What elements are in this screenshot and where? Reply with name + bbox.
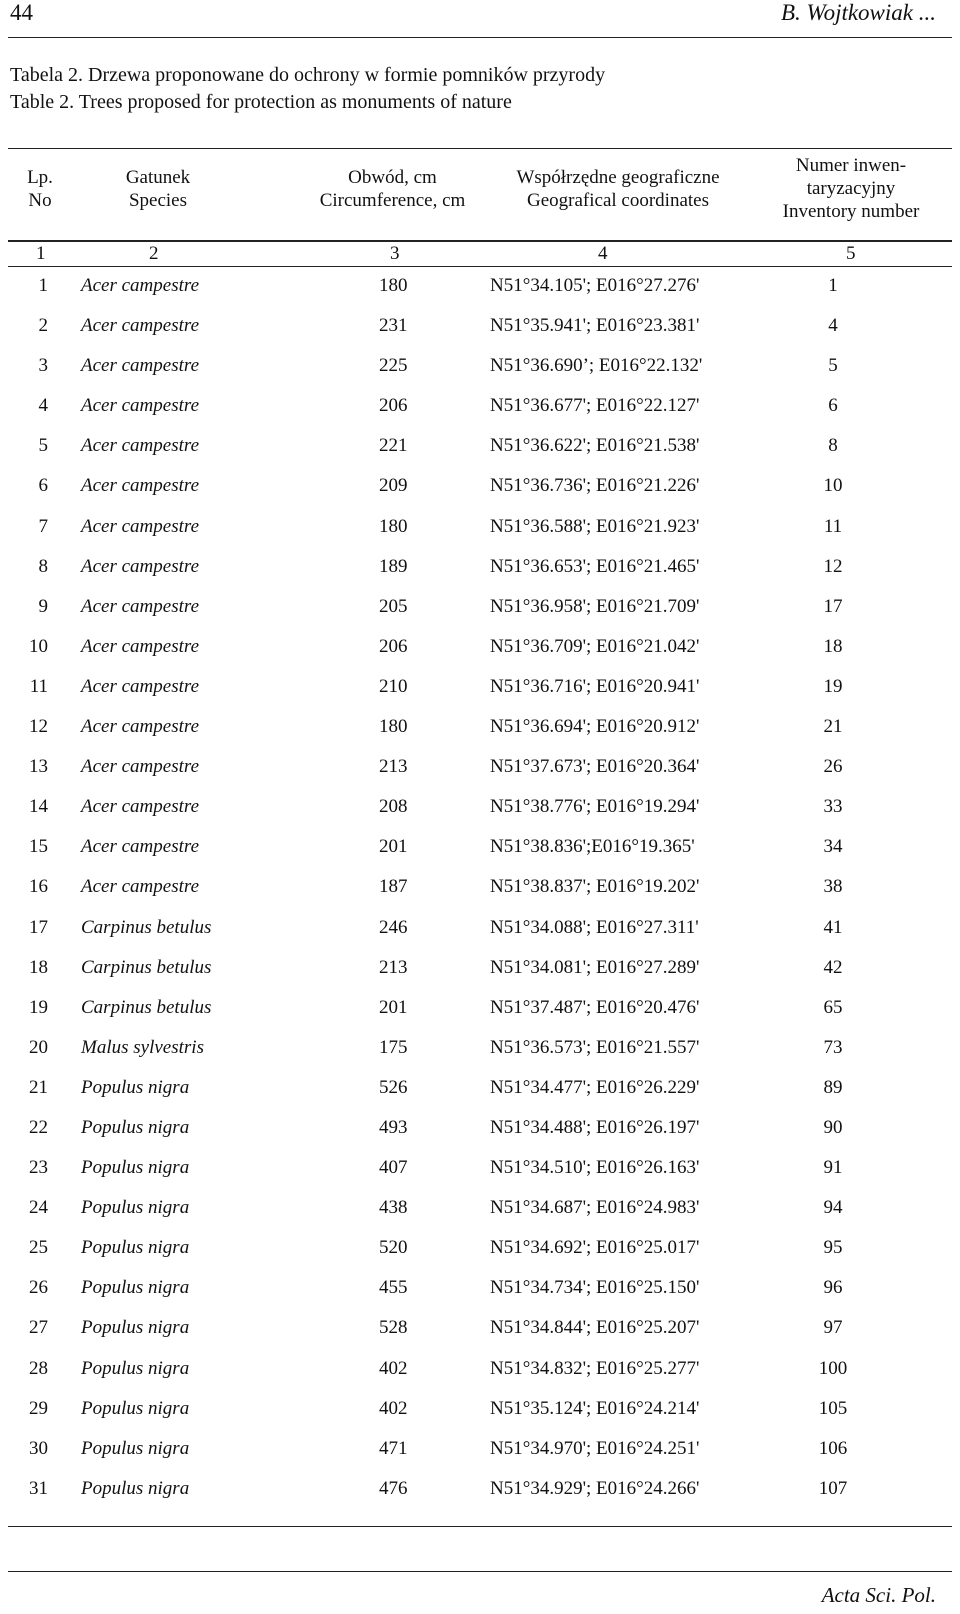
table-row	[0, 1117, 960, 1157]
species-cell: Acer campestre	[81, 796, 199, 818]
header-inventory-line1: Numer inwen-	[795, 155, 907, 176]
species-cell: Acer campestre	[81, 355, 199, 377]
inventory-number-cell: 41	[823, 916, 843, 938]
circumference-cell: 528	[379, 1317, 408, 1339]
circumference-cell: 206	[379, 635, 408, 657]
circumference-cell: 208	[379, 796, 408, 818]
species-cell: Acer campestre	[81, 275, 199, 296]
header-inventory	[760, 154, 942, 223]
coordinates-cell: N51°36.573'; E016°21.557'	[490, 1036, 700, 1058]
species-cell: Populus nigra	[81, 1157, 190, 1179]
row-number: 13	[29, 756, 48, 778]
species-cell: Populus nigra	[81, 1237, 190, 1259]
inventory-number-cell: 4	[828, 315, 838, 337]
row-number: 30	[29, 1437, 48, 1459]
header-lp-line2: No	[28, 190, 52, 211]
table-row	[0, 435, 960, 475]
table-row	[0, 1037, 960, 1077]
table-row	[0, 1077, 960, 1117]
inventory-number-cell: 6	[828, 395, 838, 417]
circumference-cell: 180	[379, 275, 408, 296]
row-number: 11	[29, 675, 48, 697]
species-cell: Acer campestre	[81, 315, 199, 337]
coordinates-cell: N51°38.776'; E016°19.294'	[490, 796, 700, 818]
table-row	[0, 957, 960, 997]
table-row	[0, 836, 960, 876]
circumference-cell: 407	[379, 1157, 408, 1179]
header-inventory-line3: Inventory number	[782, 201, 920, 222]
table-header-top-rule	[8, 148, 952, 149]
row-number: 25	[29, 1237, 48, 1259]
coordinates-cell: N51°34.687'; E016°24.983'	[490, 1197, 700, 1219]
row-number: 4	[38, 395, 48, 417]
circumference-cell: 402	[379, 1357, 408, 1379]
inventory-number-cell: 19	[823, 675, 843, 697]
header-coordinates	[488, 166, 748, 212]
row-number: 2	[38, 315, 48, 337]
column-number-row	[0, 243, 960, 265]
species-cell: Malus sylvestris	[81, 1036, 204, 1058]
inventory-number-cell: 26	[823, 756, 843, 778]
species-cell: Acer campestre	[81, 675, 199, 697]
coordinates-cell: N51°34.970'; E016°24.251'	[490, 1437, 700, 1459]
row-number: 19	[29, 996, 48, 1018]
table-caption-english: Table 2. Trees proposed for protection as monuments of nature	[10, 91, 512, 113]
inventory-number-cell: 18	[823, 635, 843, 657]
row-number: 7	[38, 515, 48, 537]
table-caption-polish: Tabela 2. Drzewa proponowane do ochrony w formie pomników przyrody	[10, 64, 606, 86]
table-row	[0, 716, 960, 756]
inventory-number-cell: 38	[823, 876, 843, 898]
circumference-cell: 187	[379, 876, 408, 898]
table-row	[0, 876, 960, 916]
inventory-number-cell: 17	[823, 595, 843, 617]
coordinates-cell: N51°36.653'; E016°21.465'	[490, 555, 700, 577]
table-row	[0, 315, 960, 355]
species-cell: Acer campestre	[81, 716, 199, 738]
circumference-cell: 225	[379, 355, 408, 377]
coordinates-cell: N51°38.837'; E016°19.202'	[490, 876, 700, 898]
circumference-cell: 175	[379, 1036, 408, 1058]
table-row	[0, 475, 960, 515]
table-row	[0, 917, 960, 957]
row-number: 21	[29, 1076, 48, 1098]
table-row	[0, 756, 960, 796]
inventory-number-cell: 97	[823, 1317, 843, 1339]
header-coordinates-line2: Geografical coordinates	[527, 190, 709, 211]
row-number: 29	[29, 1397, 48, 1419]
row-number: 28	[29, 1357, 48, 1379]
species-cell: Acer campestre	[81, 876, 199, 898]
species-cell: Populus nigra	[81, 1437, 190, 1459]
inventory-number-cell: 91	[823, 1157, 843, 1179]
inventory-number-cell: 5	[828, 355, 838, 377]
table-row	[0, 275, 960, 315]
header-coordinates-line1: Współrzędne geograficzne	[516, 167, 720, 188]
coordinates-cell: N51°34.929'; E016°24.266'	[490, 1477, 700, 1499]
species-cell: Populus nigra	[81, 1277, 190, 1299]
row-number: 14	[29, 796, 48, 818]
footer-rule	[8, 1571, 952, 1572]
running-head: B. Wojtkowiak ...	[780, 0, 936, 25]
circumference-cell: 180	[379, 515, 408, 537]
row-number: 17	[29, 916, 48, 938]
species-cell: Carpinus betulus	[81, 916, 212, 938]
table-row	[0, 997, 960, 1037]
row-number: 15	[29, 836, 48, 858]
coordinates-cell: N51°35.941'; E016°23.381'	[490, 315, 700, 337]
inventory-number-cell: 65	[823, 996, 843, 1018]
row-number: 9	[38, 595, 48, 617]
header-inventory-line2: taryzacyjny	[806, 178, 896, 199]
circumference-cell: 205	[379, 595, 408, 617]
table-row	[0, 1438, 960, 1478]
coordinates-cell: N51°37.673'; E016°20.364'	[490, 756, 700, 778]
row-number: 6	[38, 475, 48, 497]
circumference-cell: 476	[379, 1477, 408, 1499]
inventory-number-cell: 10	[823, 475, 843, 497]
circumference-cell: 231	[379, 315, 408, 337]
coordinates-cell: N51°36.716'; E016°20.941'	[490, 675, 700, 697]
row-number: 22	[29, 1116, 48, 1138]
coordinates-cell: N51°36.677'; E016°22.127'	[490, 395, 700, 417]
coordinates-cell: N51°36.690’; E016°22.132'	[490, 355, 703, 377]
coordinates-cell: N51°34.832'; E016°25.277'	[490, 1357, 700, 1379]
inventory-number-cell: 33	[823, 796, 843, 818]
header-lp	[18, 166, 62, 212]
species-cell: Populus nigra	[81, 1317, 190, 1339]
header-species-line1: Gatunek	[125, 167, 191, 188]
species-cell: Acer campestre	[81, 515, 199, 537]
coordinates-cell: N51°35.124'; E016°24.214'	[490, 1397, 700, 1419]
row-number: 27	[29, 1317, 48, 1339]
coordinates-cell: N51°37.487'; E016°20.476'	[490, 996, 700, 1018]
coordinates-cell: N51°34.510'; E016°26.163'	[490, 1157, 700, 1179]
species-cell: Carpinus betulus	[81, 956, 212, 978]
coordinates-cell: N51°34.734'; E016°25.150'	[490, 1277, 700, 1299]
table-body	[0, 275, 960, 1518]
species-cell: Acer campestre	[81, 756, 199, 778]
species-cell: Acer campestre	[81, 395, 199, 417]
column-number-rule	[8, 266, 952, 267]
inventory-number-cell: 94	[823, 1197, 843, 1219]
header-species	[88, 166, 228, 212]
circumference-cell: 221	[379, 435, 408, 457]
inventory-number-cell: 96	[823, 1277, 843, 1299]
coordinates-cell: N51°34.477'; E016°26.229'	[490, 1076, 700, 1098]
table-row	[0, 516, 960, 556]
table-row	[0, 556, 960, 596]
coordinates-cell: N51°36.736'; E016°21.226'	[490, 475, 700, 497]
row-number: 24	[29, 1197, 48, 1219]
row-number: 1	[38, 275, 48, 296]
species-cell: Acer campestre	[81, 836, 199, 858]
row-number: 18	[29, 956, 48, 978]
table-row	[0, 1197, 960, 1237]
row-number: 8	[38, 555, 48, 577]
inventory-number-cell: 8	[828, 435, 838, 457]
circumference-cell: 189	[379, 555, 408, 577]
journal-name: Acta Sci. Pol.	[821, 1583, 936, 1607]
species-cell: Populus nigra	[81, 1397, 190, 1419]
circumference-cell: 526	[379, 1076, 408, 1098]
species-cell: Acer campestre	[81, 555, 199, 577]
inventory-number-cell: 34	[823, 836, 843, 858]
table-header-bottom-rule	[8, 240, 952, 242]
row-number: 23	[29, 1157, 48, 1179]
coordinates-cell: N51°34.088'; E016°27.311'	[490, 916, 699, 938]
coordinates-cell: N51°36.622'; E016°21.538'	[490, 435, 700, 457]
circumference-cell: 206	[379, 395, 408, 417]
header-circumference	[305, 166, 480, 212]
top-rule	[8, 37, 952, 38]
circumference-cell: 209	[379, 475, 408, 497]
inventory-number-cell: 42	[823, 956, 843, 978]
circumference-cell: 213	[379, 956, 408, 978]
inventory-number-cell: 73	[823, 1036, 843, 1058]
circumference-cell: 438	[379, 1197, 408, 1219]
species-cell: Populus nigra	[81, 1076, 190, 1098]
row-number: 10	[29, 635, 48, 657]
coordinates-cell: N51°36.588'; E016°21.923'	[490, 515, 700, 537]
table-row	[0, 355, 960, 395]
table-row	[0, 395, 960, 435]
coordinates-cell: N51°36.709'; E016°21.042'	[490, 635, 700, 657]
table-row	[0, 1317, 960, 1357]
circumference-cell: 493	[379, 1116, 408, 1138]
row-number: 31	[29, 1477, 48, 1499]
circumference-cell: 210	[379, 675, 408, 697]
column-number-2: 2	[149, 243, 159, 264]
row-number: 16	[29, 876, 48, 898]
row-number: 26	[29, 1277, 48, 1299]
header-lp-line1: Lp.	[27, 167, 53, 188]
species-cell: Populus nigra	[81, 1477, 190, 1499]
coordinates-cell: N51°34.488'; E016°26.197'	[490, 1116, 700, 1138]
species-cell: Populus nigra	[81, 1197, 190, 1219]
row-number: 3	[38, 355, 48, 377]
row-number: 20	[29, 1036, 48, 1058]
species-cell: Acer campestre	[81, 475, 199, 497]
table-row	[0, 1358, 960, 1398]
inventory-number-cell: 90	[823, 1116, 843, 1138]
inventory-number-cell: 100	[818, 1357, 848, 1379]
header-circumference-line1: Obwód, cm	[348, 167, 437, 188]
table-row	[0, 676, 960, 716]
column-number-4: 4	[598, 243, 608, 264]
column-number-1: 1	[36, 243, 46, 264]
page-number: 44	[10, 0, 33, 25]
species-cell: Acer campestre	[81, 435, 199, 457]
inventory-number-cell: 106	[818, 1437, 848, 1459]
circumference-cell: 246	[379, 916, 408, 938]
table-row	[0, 1478, 960, 1518]
species-cell: Carpinus betulus	[81, 996, 212, 1018]
species-cell: Acer campestre	[81, 635, 199, 657]
circumference-cell: 201	[379, 996, 408, 1018]
inventory-number-cell: 107	[818, 1477, 848, 1499]
coordinates-cell: N51°36.694'; E016°20.912'	[490, 716, 700, 738]
coordinates-cell: N51°34.844'; E016°25.207'	[490, 1317, 700, 1339]
circumference-cell: 402	[379, 1397, 408, 1419]
table-row	[0, 796, 960, 836]
species-cell: Populus nigra	[81, 1116, 190, 1138]
table-row	[0, 636, 960, 676]
column-number-3: 3	[390, 243, 400, 264]
table-row	[0, 1157, 960, 1197]
table-row	[0, 1237, 960, 1277]
circumference-cell: 471	[379, 1437, 408, 1459]
header-species-line2: Species	[128, 190, 188, 211]
coordinates-cell: N51°34.692'; E016°25.017'	[490, 1237, 700, 1259]
circumference-cell: 455	[379, 1277, 408, 1299]
inventory-number-cell: 1	[828, 275, 838, 296]
coordinates-cell: N51°36.958'; E016°21.709'	[490, 595, 700, 617]
inventory-number-cell: 21	[823, 716, 843, 738]
circumference-cell: 201	[379, 836, 408, 858]
circumference-cell: 520	[379, 1237, 408, 1259]
row-number: 5	[38, 435, 48, 457]
table-row	[0, 596, 960, 636]
circumference-cell: 213	[379, 756, 408, 778]
circumference-cell: 180	[379, 716, 408, 738]
table-row	[0, 1277, 960, 1317]
inventory-number-cell: 105	[818, 1397, 848, 1419]
inventory-number-cell: 89	[823, 1076, 843, 1098]
column-number-5: 5	[846, 243, 856, 264]
table-bottom-rule	[8, 1526, 952, 1527]
inventory-number-cell: 12	[823, 555, 843, 577]
coordinates-cell: N51°34.081'; E016°27.289'	[490, 956, 700, 978]
coordinates-cell: N51°38.836';E016°19.365'	[490, 836, 695, 858]
inventory-number-cell: 11	[823, 515, 843, 537]
row-number: 12	[29, 716, 48, 738]
table-row	[0, 1398, 960, 1438]
species-cell: Acer campestre	[81, 595, 199, 617]
coordinates-cell: N51°34.105'; E016°27.276'	[490, 275, 700, 296]
header-circumference-line2: Circumference, cm	[319, 190, 466, 211]
inventory-number-cell: 95	[823, 1237, 843, 1259]
species-cell: Populus nigra	[81, 1357, 190, 1379]
